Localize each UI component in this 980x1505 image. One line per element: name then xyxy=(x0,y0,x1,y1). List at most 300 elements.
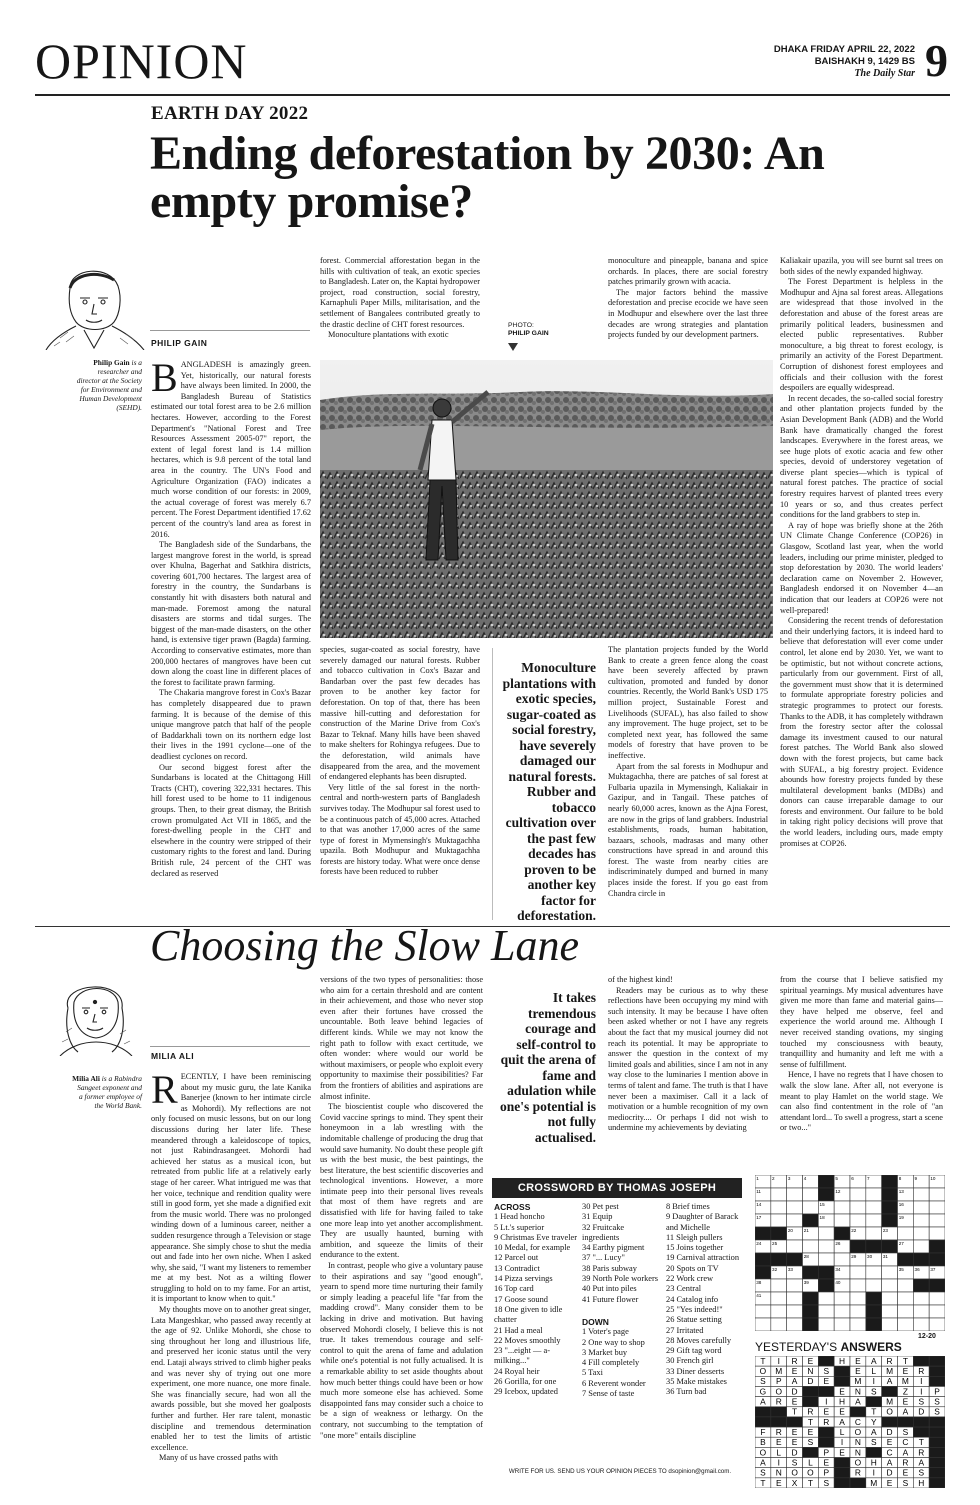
answer-black-cell xyxy=(818,1356,834,1366)
article2-byline: MILIA ALI xyxy=(151,1051,195,1061)
answer-letter: A xyxy=(760,1396,766,1407)
answer-letter: P xyxy=(775,1376,782,1387)
crossword-cell xyxy=(755,1305,771,1318)
pullquote-rule xyxy=(492,648,493,920)
paragraph: The plantation projects funded by the World Bank to create a green fence along the coast have been severely affected by prawn cultivation, promoted and funded by donor countries. Recently, the World Bank's USD 175 million project, Sustainable Forest and Livelihoods (SUFAL), has also failed to show any improvement. The huge project, set to be completed next year, has followed the same models of forestry that have proven to be ineffective. xyxy=(608,645,768,760)
answer-letter: T xyxy=(760,1356,766,1366)
crossword-title: CROSSWORD BY THOMAS JOSEPH xyxy=(492,1178,742,1198)
crossword-black-cell xyxy=(818,1279,834,1292)
article1-headline: Ending deforestation by 2030: An empty promise? xyxy=(150,127,825,228)
crossword-cell xyxy=(913,1188,929,1201)
answer-letter: D xyxy=(918,1406,925,1417)
paragraph: Monoculture plantations with exotic xyxy=(328,330,449,340)
answer-letter: H xyxy=(839,1396,846,1407)
crossword-cell-number: 32 xyxy=(772,1267,778,1272)
crossword-cell-number: 21 xyxy=(803,1228,809,1233)
crossword-clue: 40 Put into piles xyxy=(582,1284,637,1294)
crossword-clue: 27 Irritated xyxy=(666,1325,704,1335)
crossword-clue: 39 North Pole workers xyxy=(582,1274,659,1284)
answer-letter: R xyxy=(775,1396,782,1407)
crossword-cell xyxy=(787,1188,803,1201)
crossword-cell xyxy=(913,1240,929,1253)
crossword-clue: 6 Reverent wonder xyxy=(582,1378,646,1388)
crossword-cell-number: 41 xyxy=(756,1293,762,1298)
crossword-clue: 26 Statue setting xyxy=(666,1315,722,1325)
crossword-black-cell xyxy=(882,1214,898,1227)
crossword-clue: 5 Taxi xyxy=(582,1368,603,1378)
article1-photo xyxy=(320,360,773,638)
answer-letter: E xyxy=(886,1437,893,1448)
crossword-black-cell xyxy=(771,1253,787,1266)
answer-black-cell xyxy=(929,1356,945,1366)
answer-letter: A xyxy=(902,1447,909,1458)
answer-black-cell xyxy=(866,1447,882,1457)
answer-letter: S xyxy=(934,1396,940,1407)
crossword-clue: 31 Equip xyxy=(582,1212,613,1222)
article2-column-1 xyxy=(151,1072,311,1472)
crossword-clue: 18 One given to idle chatter xyxy=(494,1304,563,1325)
crossword-cell-number: 2 xyxy=(772,1176,775,1181)
crossword-clue: 7 Sense of taste xyxy=(582,1389,635,1399)
paragraph: RECENTLY, I have been reminiscing about my music guru, the late Kanika Banerjee (known to her intimate circle as Mohordi). My reflections are not only focused on music lessons, but on our long discussions during her later life. These meandered through a kaleidoscope of topics, not just Rabindrasangeet. Mohordi had achieved her status as a musical icon, but retreated from public life at a relatively early stage of her career. What intrigued me was that her voice, technique and rendition quality were still in good form, yet she made a dignified exit from the music world. There was no prolonged winding down of a luminous career, neither a sudden resurgence through a Television or stage appearance. She simply chose to shut the media out and fade into her own niche. When I asked why, she said, "I want my listeners to remember me at my best. Not as a wilting flower struggling to hold on to my fame. For an artist, it is important to know when to quit." xyxy=(151,1072,311,1304)
crossword-cell-number: 5 xyxy=(835,1176,838,1181)
crossword-cell xyxy=(787,1279,803,1292)
answer-black-cell xyxy=(834,1478,850,1488)
crossword-black-cell xyxy=(755,1253,771,1266)
crossword-clue: 1 Voter's page xyxy=(582,1327,629,1337)
crossword-clue: 1 Head honcho xyxy=(494,1212,545,1222)
crossword-cell-number: 25 xyxy=(772,1241,778,1246)
answer-letter: E xyxy=(902,1467,909,1478)
crossword-black-cell xyxy=(866,1318,882,1331)
crossword-cell xyxy=(929,1214,945,1227)
answer-letter: T xyxy=(760,1477,766,1488)
crossword-cell-number: 10 xyxy=(930,1176,936,1181)
answer-letter: P xyxy=(823,1447,830,1458)
crossword-down-c xyxy=(666,1202,746,1398)
crossword-cell-number: 19 xyxy=(898,1215,904,1220)
crossword-clue: 12 Parcel out xyxy=(494,1253,539,1263)
answer-letter: M xyxy=(886,1396,894,1407)
answer-black-cell xyxy=(818,1427,834,1437)
crossword-cell xyxy=(834,1292,850,1305)
crossword-black-cell xyxy=(803,1318,819,1331)
answer-letter: E xyxy=(902,1366,909,1377)
crossword-clue: 26 Gorilla, for one xyxy=(494,1377,557,1387)
crossword-clue: 21 Had a meal xyxy=(494,1325,543,1335)
answer-letter: Y xyxy=(870,1416,877,1427)
answer-letter: T xyxy=(792,1406,798,1417)
crossword-clue: 29 Icebox, updated xyxy=(494,1387,558,1397)
answer-black-cell xyxy=(929,1447,945,1457)
byline-rule xyxy=(150,330,310,331)
crossword-black-cell xyxy=(882,1201,898,1214)
answer-letter: A xyxy=(886,1457,893,1468)
crossword-clue: 38 Paris subway xyxy=(582,1263,637,1273)
crossword-cell-number: 11 xyxy=(756,1189,761,1194)
crossword-clue: 33 Diner desserts xyxy=(666,1366,725,1376)
crossword-cell xyxy=(898,1279,914,1292)
paragraph: Kaliakair upazila, you will see burnt sal trees on both sides of the newly expanded highway. xyxy=(780,256,943,276)
crossword-black-cell xyxy=(803,1292,819,1305)
crossword-cell xyxy=(850,1201,866,1214)
crossword-cell-number: 24 xyxy=(756,1241,762,1246)
paragraph: In contrast, people who give a voluntary pause to their aspirations and say "good enough", yearn to spend more time nurturing their family or simply leading a peaceful life "far from the madding crowd". Many consider them to be lacking in drive and motivation. But having observed Mohordi closely, I believe this is not true. It takes tremendous courage and self-control to quit the arena of fame and adulation while one's potential is not fully actualised. It is a remarkable ability to set aside thoughts about how much better things could have been or how much more someone else has achieved. Some disappointed fans may consider such a choice to be a sign of weakness or lethargy. On the contrary, not succumbing to the temptation of "one more" entails discipline xyxy=(320,1261,483,1440)
answer-black-cell xyxy=(803,1386,819,1396)
crossword-cell-number: 31 xyxy=(882,1254,888,1259)
paragraph: forest. Commercial afforestation began in the hills with cultivation of teak, an exotic species to Bangladesh. Later on, the Kaptai hydropower project, road construction, social forestry, Karnaphuli Paper Mills, militarisation, and the settlement of Bangalees contributed greatly to the drastic decline of CHT forest resources. xyxy=(320,256,480,329)
article1-pullquote: Monoculture plantations with exotic species, sugar-coated as social forestry, have severely damaged our natural forests. Rubber and tobacco cultivation over the past few decades has proven to be another key factor for deforestation. xyxy=(502,660,596,923)
crossword-cell xyxy=(787,1305,803,1318)
section-title: OPINION xyxy=(35,33,248,89)
crossword-black-cell xyxy=(787,1253,803,1266)
paragraph: Our second biggest forest after the Sundarbans is located at the Chittagong Hill Tracts (CHT), covering 322,331 hectares. This hill forest used to be home to 11 indigenous groups. Then, to their great dismay, the British crown promulgated Act VII in 1865, and the forest-dwelling people in the CHT and elsewhere in the country were stripped of their customary rights to the forest and land. During British rule, 24 percent of the CHT was declared as reserved xyxy=(151,762,311,878)
answer-letter: S xyxy=(870,1386,877,1397)
crossword-cell xyxy=(850,1279,866,1292)
answer-letter: P xyxy=(934,1386,940,1397)
crossword-cell xyxy=(913,1214,929,1227)
answer-letter: I xyxy=(777,1457,780,1468)
answer-black-cell xyxy=(882,1417,898,1427)
crossword-black-cell xyxy=(755,1227,771,1240)
crossword-cell xyxy=(866,1188,882,1201)
article1-column-3-top xyxy=(608,256,768,356)
crossword-cell-number: 40 xyxy=(835,1280,841,1285)
crossword-cell-number: 13 xyxy=(898,1189,904,1194)
crossword-cell xyxy=(866,1279,882,1292)
answer-black-cell xyxy=(803,1447,819,1457)
crossword-grid xyxy=(755,1175,945,1331)
crossword-clue: 4 Fill completely xyxy=(582,1358,640,1368)
article1-column-1 xyxy=(151,360,311,922)
crossword-cell xyxy=(929,1305,945,1318)
crossword-cell xyxy=(898,1292,914,1305)
answer-letter: S xyxy=(918,1396,925,1407)
answers-title-b: ANSWERS xyxy=(840,1340,902,1354)
crossword-cell xyxy=(771,1214,787,1227)
crossword-cell xyxy=(882,1279,898,1292)
answer-letter: E xyxy=(839,1447,845,1458)
author2-bio xyxy=(72,1074,142,1110)
crossword-cell xyxy=(771,1188,787,1201)
crossword-footer: WRITE FOR US. SEND US YOUR OPINION PIECES TO dsopinion@gmail.com. xyxy=(508,1468,732,1475)
article1-column-5 xyxy=(780,256,943,922)
answer-letter: D xyxy=(886,1426,893,1437)
answer-letter: S xyxy=(902,1426,909,1437)
crossword-cell xyxy=(834,1305,850,1318)
crossword-cell xyxy=(866,1201,882,1214)
date-text: DHAKA FRIDAY APRIL 22, 2022 xyxy=(773,44,915,55)
answer-letter: C xyxy=(902,1437,909,1448)
answer-letter: S xyxy=(823,1366,830,1377)
crossword-black-cell xyxy=(771,1227,787,1240)
crossword-cell xyxy=(929,1318,945,1331)
paragraph: Many of us have crossed paths with xyxy=(159,1453,278,1463)
crossword-black-cell xyxy=(803,1266,819,1279)
answer-black-cell xyxy=(850,1407,866,1417)
crossword-clue: 5 Lt.'s superior xyxy=(494,1222,545,1232)
crossword-clue: 22 Work crew xyxy=(666,1274,714,1284)
crossword-cell xyxy=(771,1318,787,1331)
answer-letter: T xyxy=(807,1477,813,1488)
yesterdays-answers-title xyxy=(755,1340,902,1354)
caret-down-icon xyxy=(508,343,518,351)
answer-black-cell xyxy=(771,1407,787,1417)
crossword-cell xyxy=(913,1292,929,1305)
crossword-black-cell xyxy=(755,1266,771,1279)
paragraph: of the highest kind! xyxy=(608,975,673,984)
crossword-black-cell xyxy=(818,1188,834,1201)
crossword-cell-number: 28 xyxy=(803,1254,809,1259)
crossword-cell xyxy=(898,1318,914,1331)
crossword-clue: 36 Turn bad xyxy=(666,1387,707,1397)
answer-letter: I xyxy=(920,1386,923,1397)
answer-letter: A xyxy=(870,1426,877,1437)
answer-letter: A xyxy=(918,1457,925,1468)
answer-letter: E xyxy=(855,1356,861,1366)
crossword-cell xyxy=(882,1292,898,1305)
crossword-cell xyxy=(818,1292,834,1305)
crossword-black-cell xyxy=(803,1214,819,1227)
answer-letter: R xyxy=(775,1426,782,1437)
answer-letter: D xyxy=(791,1447,798,1458)
crossword-clue: 15 Joins together xyxy=(666,1243,724,1253)
crossword-cell xyxy=(850,1188,866,1201)
answer-letter: D xyxy=(791,1386,798,1397)
crossword-black-cell xyxy=(818,1266,834,1279)
paragraph: Readers may be curious as to why these reflections have been occupying my mind with such intensity. It may be because I have often been asked whether or not I have any regrets about the fact that my musical journey did not reach its potential. It may be appropriate to answer the question in the context of my limited goals and abilities, since I am not in any way close to the luminaries I mention above in terms of talent and fame. The truth is that I have never been a maximiser. Call it a lack of motivation or a humble recognition of my own mediocrity.... Or perhaps I did not wish to undermine my achievements by deviating xyxy=(608,985,768,1133)
answer-letter: M xyxy=(870,1477,878,1488)
crossword-clue: 37 "... Lucy" xyxy=(582,1253,625,1263)
crossword-cell xyxy=(929,1292,945,1305)
crossword-cell xyxy=(913,1318,929,1331)
answer-black-cell xyxy=(834,1468,850,1478)
crossword-clue: 3 Market buy xyxy=(582,1347,628,1357)
crossword-cell xyxy=(882,1266,898,1279)
article2-headline: Choosing the Slow Lane xyxy=(150,921,580,970)
answer-letter: B xyxy=(760,1437,766,1448)
crossword-black-cell xyxy=(866,1240,882,1253)
crossword-black-cell xyxy=(882,1188,898,1201)
answer-letter: S xyxy=(823,1477,830,1488)
crossword-black-cell xyxy=(803,1305,819,1318)
answer-letter: T xyxy=(902,1356,908,1366)
crossword-black-cell xyxy=(913,1253,929,1266)
answer-letter: L xyxy=(776,1447,782,1458)
crossword-clue: 19 Carnival attraction xyxy=(666,1253,740,1263)
answer-letter: E xyxy=(791,1396,798,1407)
answer-letter: Z xyxy=(902,1386,908,1397)
crossword-clue: 24 Royal heir xyxy=(494,1366,540,1376)
crossword-clue: 23 "...eight — a-milking..." xyxy=(494,1346,550,1366)
answer-black-cell xyxy=(755,1407,771,1417)
crossword-black-cell xyxy=(882,1175,898,1188)
answer-black-cell xyxy=(771,1417,787,1427)
crossword-clue: 29 Gift tag word xyxy=(666,1346,722,1356)
answer-letter: L xyxy=(871,1366,877,1377)
answer-letter: X xyxy=(791,1477,798,1488)
answer-letter: O xyxy=(759,1366,767,1377)
answer-letter: S xyxy=(934,1406,940,1417)
answer-letter: I xyxy=(872,1467,875,1478)
crossword-cell xyxy=(898,1227,914,1240)
answer-letter: M xyxy=(854,1376,862,1387)
crossword-clue: 25 "Yes indeed!" xyxy=(666,1304,723,1314)
crossword-cell-number: 4 xyxy=(803,1176,807,1181)
crossword-cell-number: 26 xyxy=(835,1241,841,1246)
answer-letter: S xyxy=(791,1457,798,1468)
paragraph: The Chakaria mangrove forest in Cox's Bazar has completely disappeared due to prawn farming. It is because of the demise of this unique mangrove patch that half of the people of Baddarkhali town on its northern edge lost their lives in the 1991 cyclone—one of the deadliest cyclones on record. xyxy=(151,688,311,761)
answer-letter: E xyxy=(807,1356,814,1366)
answer-letter: R xyxy=(918,1366,925,1377)
paragraph: from the course that I believe satisfied my spiritual yearnings. My musical adventures have given me more than fame and material gains—they have helped me observe, feel and experience the world around me. Although I never received standing ovations, my singing touched my consciousness with beauty, tranquillity and humanity and left me with a sense of fulfillment. xyxy=(780,975,943,1069)
kicker: EARTH DAY 2022 xyxy=(151,103,309,124)
crossword-cell xyxy=(850,1266,866,1279)
answer-letter: I xyxy=(825,1396,828,1407)
bengali-date: BAISHAKH 9, 1429 BS xyxy=(814,56,915,67)
crossword-clue: 14 Pizza servings xyxy=(494,1274,553,1284)
answers-title-a: YESTERDAY'S xyxy=(755,1340,838,1354)
crossword-clue: 22 Moves smoothly xyxy=(494,1335,561,1345)
crossword-clue: 32 Fruitcake ingredients xyxy=(582,1222,625,1242)
answer-letter: I xyxy=(872,1376,875,1387)
crossword-cell-number: 34 xyxy=(835,1267,841,1272)
answer-letter: T xyxy=(807,1416,813,1427)
crossword-clue: 8 Brief times xyxy=(666,1202,710,1211)
answer-letter: E xyxy=(791,1426,798,1437)
answer-letter: S xyxy=(760,1467,766,1478)
crossword-cell xyxy=(850,1292,866,1305)
answer-black-cell xyxy=(929,1417,945,1427)
crossword-clue: 24 Catalog info xyxy=(666,1294,719,1304)
answer-letter: O xyxy=(854,1426,862,1437)
crossword-cell-number: 17 xyxy=(756,1215,762,1220)
crossword-cell xyxy=(834,1201,850,1214)
answer-letter: I xyxy=(920,1376,923,1387)
crossword-cell-number: 8 xyxy=(898,1176,902,1181)
answer-letter: E xyxy=(839,1406,845,1417)
crossword-cell xyxy=(803,1240,819,1253)
crossword-clue: 35 Make mistakes xyxy=(666,1377,727,1387)
answer-letter: S xyxy=(807,1437,814,1448)
answer-letter: A xyxy=(870,1356,877,1366)
crossword-cell-number: 16 xyxy=(898,1202,904,1207)
answer-black-cell xyxy=(882,1386,898,1396)
answer-letter: O xyxy=(775,1386,783,1397)
answer-letter: R xyxy=(854,1467,861,1478)
answer-black-cell xyxy=(929,1478,945,1488)
crossword-cell-number: 6 xyxy=(851,1176,854,1181)
crossword-cell-number: 30 xyxy=(867,1254,873,1259)
paragraph: A ray of hope was briefly shone at the 26th UN Climate Change Conference (COP26) in Glasgow, Scotland last year, when the world leaders, including our prime minister, pledged to stop deforestation by 2030. The world leaders' declaration came on November 2. However, Bangladesh endorsed it on November 4—an indication that our leaders at COP26 were not well-prepared! xyxy=(780,520,943,615)
answer-black-cell xyxy=(834,1366,850,1376)
crossword-black-cell xyxy=(866,1305,882,1318)
crossword-cell xyxy=(913,1201,929,1214)
answer-letter: R xyxy=(886,1356,893,1366)
answer-letter: E xyxy=(791,1437,798,1448)
answer-letter: I xyxy=(840,1437,844,1448)
answer-letter: D xyxy=(886,1467,893,1478)
answer-letter: O xyxy=(791,1467,798,1478)
answer-black-cell xyxy=(755,1417,771,1427)
author1-bio-name: Philip Gain xyxy=(93,358,130,367)
answer-black-cell xyxy=(866,1397,882,1407)
photo-credit xyxy=(508,322,549,351)
paragraph: Apart from the sal forests in Modhupur and Muktagachha, there are patches of sal forest at Fulbaria upazila in Mymensingh, Kaliakair in Gazipur, and in Tangail. These patches of nearly 60,000 acres, known as the Ajna Forest, are now in the grips of land grabbers. Industrial establishments, roads, human habitation, bazaars, schools, madrasas and many other constructions have spread in and around this forest. The waste from nearby cities are indiscriminately dumped and burned in many places inside the forest. If you go east from Chandra circle in xyxy=(608,761,768,898)
crossword-cell xyxy=(787,1201,803,1214)
answer-letter: L xyxy=(839,1426,845,1437)
crossword-cell-number: 18 xyxy=(819,1215,825,1220)
paragraph: My thoughts move on to another great singer, Lata Mangeshkar, who passed away recently at the age of 92. Unlike Mohordi, she chose to sing throughout her long and illustrious life, and preserved her iconic status until the very end. Lataji always strived to climb higher peaks and was never shy of trying out one more experiment, one more nuance, one more finale. She was financially secure, had won all the awards possible, but she moved her goalposts further and further. Her rare talent, monastic discipline and tremendous determination enabled her to test the limits of artistic excellence. xyxy=(151,1305,311,1452)
crossword-cell-number: 36 xyxy=(914,1267,920,1272)
crossword-cell xyxy=(771,1201,787,1214)
paragraph: Hence, I have no regrets that I have chosen to walk the slow lane. After all, not everyone is meant to play Hamlet on the world stage. We can also find contentment in the role of "an attendant lord... To swell a progress, start a scene or two..." xyxy=(780,1070,943,1133)
answer-letter: N xyxy=(807,1366,814,1377)
crossword-cell-number: 27 xyxy=(898,1241,904,1246)
crossword-black-cell xyxy=(929,1279,945,1292)
article2-column-5 xyxy=(780,975,943,1165)
answer-black-cell xyxy=(929,1468,945,1478)
crossword-black-cell xyxy=(850,1240,866,1253)
crossword-clue: 9 Daughter of Barack and Michelle xyxy=(666,1212,739,1232)
paragraph: The Forest Department is helpless in the Modhupur and Ajna sal forest areas. Allegations are widespread that those involved in the deforestation and abuse of the forest areas are primarily political leaders, businessmen and elected public representatives. Rubber monoculture, a big threat to forest ecology, is primarily an activity of the Forest Department. Corruption of dishonest forest employees and officials and their collusion with the forest despoilers are equally widespread. xyxy=(780,277,943,393)
crossword-cell xyxy=(818,1318,834,1331)
answer-black-cell xyxy=(913,1356,929,1366)
crossword-cell-number: 38 xyxy=(756,1280,762,1285)
answer-black-cell xyxy=(818,1437,834,1447)
crossword-cell xyxy=(818,1227,834,1240)
answer-letter: M xyxy=(775,1366,783,1377)
crossword-grid-date: 12-20 xyxy=(918,1333,936,1340)
crossword-black-cell xyxy=(913,1279,929,1292)
paragraph: monoculture and pineapple, banana and spice orchards. In places, there are social forestry patches primarily grown with acacia. xyxy=(608,256,768,287)
crossword-cell-number: 23 xyxy=(882,1228,888,1233)
crossword-cell-number: 22 xyxy=(851,1228,857,1233)
answer-letter: L xyxy=(808,1457,813,1468)
answer-black-cell xyxy=(898,1417,914,1427)
answer-letter: N xyxy=(854,1447,861,1458)
crossword-cell xyxy=(771,1305,787,1318)
crossword-clue: 13 Contradict xyxy=(494,1263,540,1273)
answer-letter: R xyxy=(823,1416,830,1427)
crossword-cell-number: 35 xyxy=(898,1267,904,1272)
crossword-cell xyxy=(755,1318,771,1331)
crossword-cell xyxy=(898,1305,914,1318)
paragraph: Very little of the sal forest in the north-central and north-western parts of Bangladesh survives today. The Modhupur sal forest used to be a continuous patch of 45,000 acres. Attached to that was another 17,000 acres of the same type of forest in Mymensingh's Muktagachha upazila. Both Modhupur and Muktagachha forests are history today. What were once dense forests have been reduced to rubber xyxy=(320,782,480,877)
crossword-clue: 30 Pet pest xyxy=(582,1202,619,1211)
crossword-cell xyxy=(803,1201,819,1214)
crossword-black-cell xyxy=(866,1292,882,1305)
answer-letter: E xyxy=(823,1457,830,1468)
author2-bio-name: Milia Ali xyxy=(72,1074,100,1083)
author1-bio-text: is a researcher and director at the Society for Environment and Human Development (SEHD). xyxy=(76,358,142,412)
answer-letter: O xyxy=(886,1406,893,1417)
crossword-clue: 34 Earthy pigment xyxy=(582,1243,645,1253)
crossword-cell-number: 37 xyxy=(930,1267,936,1272)
answer-letter: A xyxy=(855,1396,861,1407)
answer-letter: S xyxy=(918,1467,925,1478)
crossword-across-a xyxy=(494,1202,578,1398)
answer-letter: C xyxy=(886,1447,893,1458)
answer-black-cell xyxy=(834,1376,850,1386)
paragraph: species, sugar-coated as social forestry, have severely damaged our natural forests. Rubber and tobacco cultivation in Cox's Bazar and Bandarban over the past few decades has proven to be another key factor for deforestation. On top of that, there has been massive hill-cutting and deforestation for construction of the Marine Drive from Cox's Bazar to Teknaf. Many hills have been shaved to make shelters for Rohingya refugees. Due to the deforestation, wild animals have disappeared from the area, and the movement of endangered elephants has been disrupted. xyxy=(320,645,480,782)
answer-letter: I xyxy=(777,1356,780,1366)
crossword-cell xyxy=(866,1266,882,1279)
crossword-cell-number: 3 xyxy=(787,1176,791,1181)
answer-letter: A xyxy=(760,1457,766,1468)
answer-letter: F xyxy=(760,1426,766,1437)
answer-letter: A xyxy=(791,1376,798,1387)
